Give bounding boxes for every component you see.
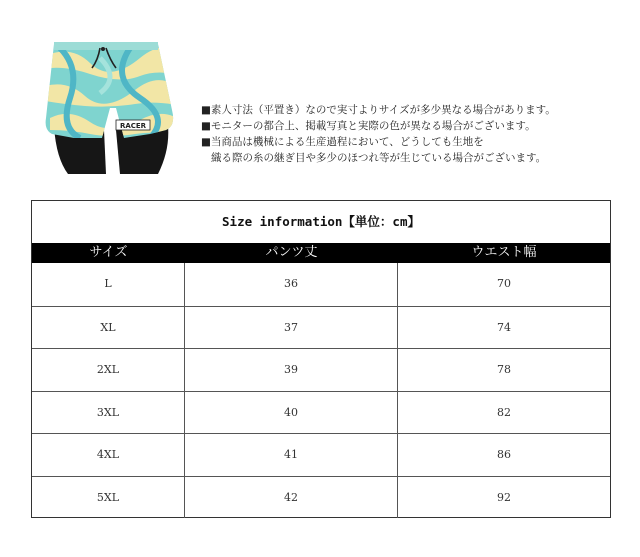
note-line: ■モニターの都合上、掲載写真と実際の色が異なる場合がございます。 xyxy=(201,120,536,132)
cell-waist-width: 92 xyxy=(497,490,511,504)
product-notes xyxy=(201,102,631,166)
header-waist-width: ウエスト幅 xyxy=(471,245,537,260)
cell-size: XL xyxy=(32,307,185,349)
cell-waist-width: 74 xyxy=(497,320,511,334)
cell-pants-length: 36 xyxy=(185,263,398,306)
note-line: 織る際の糸の継ぎ目や多少のほつれ等が生じている場合がございます。 xyxy=(211,152,547,164)
cell-waist-width: 86 xyxy=(497,448,511,461)
shorts-illustration xyxy=(40,38,190,183)
cell-pants-length: 42 xyxy=(185,477,398,519)
cell-waist-width: 78 xyxy=(497,363,511,376)
note-line: ■素人寸法（平置き）なので実寸よりサイズが多少異なる場合があります。 xyxy=(201,104,556,116)
cell-size: 3XL xyxy=(32,392,185,434)
table-row xyxy=(32,348,610,391)
table-row xyxy=(32,476,610,519)
product-image xyxy=(40,38,190,183)
drawstring-knot xyxy=(101,47,105,51)
logo-text: RACER xyxy=(119,122,147,130)
cell-waist-width: 70 xyxy=(497,277,511,290)
table-header xyxy=(32,243,610,263)
header-size: サイズ xyxy=(89,245,128,260)
cell-pants-length: 37 xyxy=(185,307,398,349)
cell-pants-length: 41 xyxy=(185,434,398,476)
cell-size: 4XL xyxy=(32,434,185,476)
header-pants-length: パンツ丈 xyxy=(265,245,318,260)
size-table xyxy=(31,200,611,518)
table-row xyxy=(32,391,610,434)
table-row xyxy=(32,306,610,349)
table-row xyxy=(32,433,610,476)
cell-pants-length: 39 xyxy=(185,349,398,391)
note-line: ■当商品は機械による生産過程において、どうしても生地を xyxy=(201,136,484,148)
cell-size: 2XL xyxy=(32,349,185,391)
cell-size: L xyxy=(32,263,185,306)
table-body xyxy=(32,263,610,518)
cell-pants-length: 40 xyxy=(185,392,398,434)
cell-waist-width: 82 xyxy=(497,405,511,419)
table-title: Size information【単位：cm】 xyxy=(222,214,420,229)
table-row xyxy=(32,263,610,306)
cell-size: 5XL xyxy=(32,477,185,519)
